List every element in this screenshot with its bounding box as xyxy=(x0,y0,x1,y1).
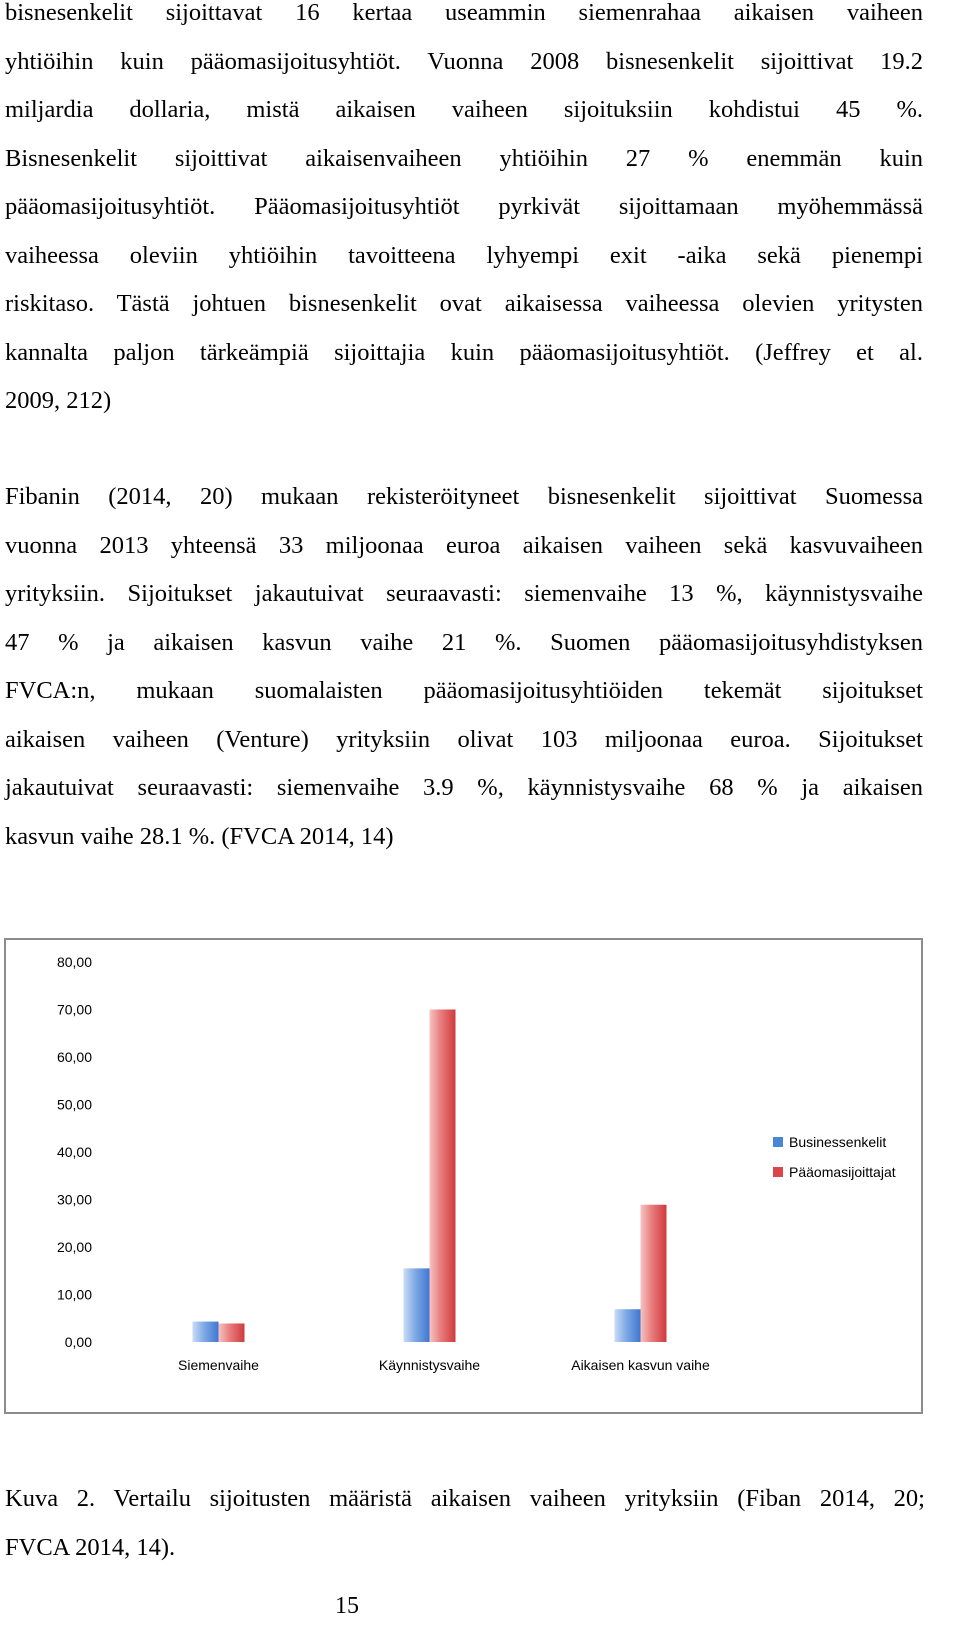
y-tick-label: 70,00 xyxy=(56,1001,92,1018)
y-tick-label: 30,00 xyxy=(56,1191,92,1208)
text-line: miljardia dollaria, mistä aikaisen vaiheen sijoituksiin kohdistui 45 %. xyxy=(5,96,923,123)
bar-paaomasijoittajat xyxy=(430,1010,456,1343)
text-line: kannalta paljon tärkeämpiä sijoittajia kuin pääomasijoitusyhtiöt. (Jeffrey et al. xyxy=(5,338,923,366)
bar-chart-frame xyxy=(4,938,923,1414)
text-line: Bisnesenkelit sijoittivat aikaisenvaiheen yhtiöihin 27 % enemmän kuin xyxy=(5,144,923,172)
text-line: vuonna 2013 yhteensä 33 miljoonaa euroa aikaisen vaiheen sekä kasvuvaiheen xyxy=(5,531,923,559)
x-category-label: Käynnistysvaihe xyxy=(378,1357,481,1373)
text-line: Fibanin (2014, 20) mukaan rekisteröityneet bisnesenkelit sijoittivat Suomessa xyxy=(5,483,923,510)
caption-line: FVCA 2014, 14). xyxy=(5,1533,176,1561)
legend-swatch xyxy=(773,1167,783,1177)
bar-businessenkelit xyxy=(193,1322,219,1342)
text-line: jakautuivat seuraavasti: siemenvaihe 3.9 %, käynnistysvaihe 68 % ja aikaisen xyxy=(5,774,923,801)
y-tick-label: 50,00 xyxy=(56,1096,92,1113)
y-tick-label: 0,00 xyxy=(64,1334,92,1350)
page-number: 15 xyxy=(335,1593,359,1619)
text-line: yrityksiin. Sijoitukset jakautuivat seuraavasti: siemenvaihe 13 %, käynnistysvaihe xyxy=(5,580,923,607)
text-line: bisnesenkelit sijoittavat 16 kertaa useammin siemenrahaa aikaisen vaiheen xyxy=(5,0,923,26)
figure-caption xyxy=(5,1475,925,1572)
bar-chart xyxy=(6,940,921,1412)
body-paragraph-1 xyxy=(5,0,923,426)
text-line: kasvun vaihe 28.1 %. (FVCA 2014, 14) xyxy=(5,822,394,850)
text-line: riskitaso. Tästä johtuen bisnesenkelit ovat aikaisessa vaiheessa olevien yritysten xyxy=(5,290,923,317)
text-line: 47 % ja aikaisen kasvun vaihe 21 %. Suomen pääomasijoitusyhdistyksen xyxy=(5,628,923,656)
bar-paaomasijoittajat xyxy=(219,1323,245,1342)
legend-swatch xyxy=(773,1137,783,1147)
body-paragraph-2 xyxy=(5,473,923,861)
text-line: FVCA:n, mukaan suomalaisten pääomasijoitusyhtiöiden tekemät sijoitukset xyxy=(5,677,923,704)
text-line: 2009, 212) xyxy=(5,387,112,414)
bar-paaomasijoittajat xyxy=(641,1205,667,1342)
text-line: pääomasijoitusyhtiöt. Pääomasijoitusyhtiöt pyrkivät sijoittamaan myöhemmässä xyxy=(5,193,923,220)
legend-label: Pääomasijoittajat xyxy=(789,1164,896,1180)
x-category-label: Siemenvaihe xyxy=(178,1357,259,1373)
text-line: aikaisen vaiheen (Venture) yrityksiin olivat 103 miljoonaa euroa. Sijoitukset xyxy=(5,725,923,753)
y-tick-label: 60,00 xyxy=(56,1049,92,1065)
y-tick-label: 40,00 xyxy=(56,1144,92,1160)
text-line: yhtiöihin kuin pääomasijoitusyhtiöt. Vuonna 2008 bisnesenkelit sijoittivat 19.2 xyxy=(5,47,923,75)
bar-businessenkelit xyxy=(404,1268,430,1342)
x-category-label: Aikaisen kasvun vaihe xyxy=(571,1357,710,1373)
y-tick-label: 10,00 xyxy=(56,1286,92,1303)
y-tick-label: 20,00 xyxy=(56,1239,92,1255)
y-tick-label: 80,00 xyxy=(56,954,92,970)
bar-businessenkelit xyxy=(615,1309,641,1342)
caption-line: Kuva 2. Vertailu sijoitusten määristä aikaisen vaiheen yrityksiin (Fiban 2014, 20; xyxy=(5,1485,925,1512)
legend-label: Businessenkelit xyxy=(789,1134,887,1150)
text-line: vaiheessa oleviin yhtiöihin tavoitteena lyhyempi exit -aika sekä pienempi xyxy=(5,241,923,269)
